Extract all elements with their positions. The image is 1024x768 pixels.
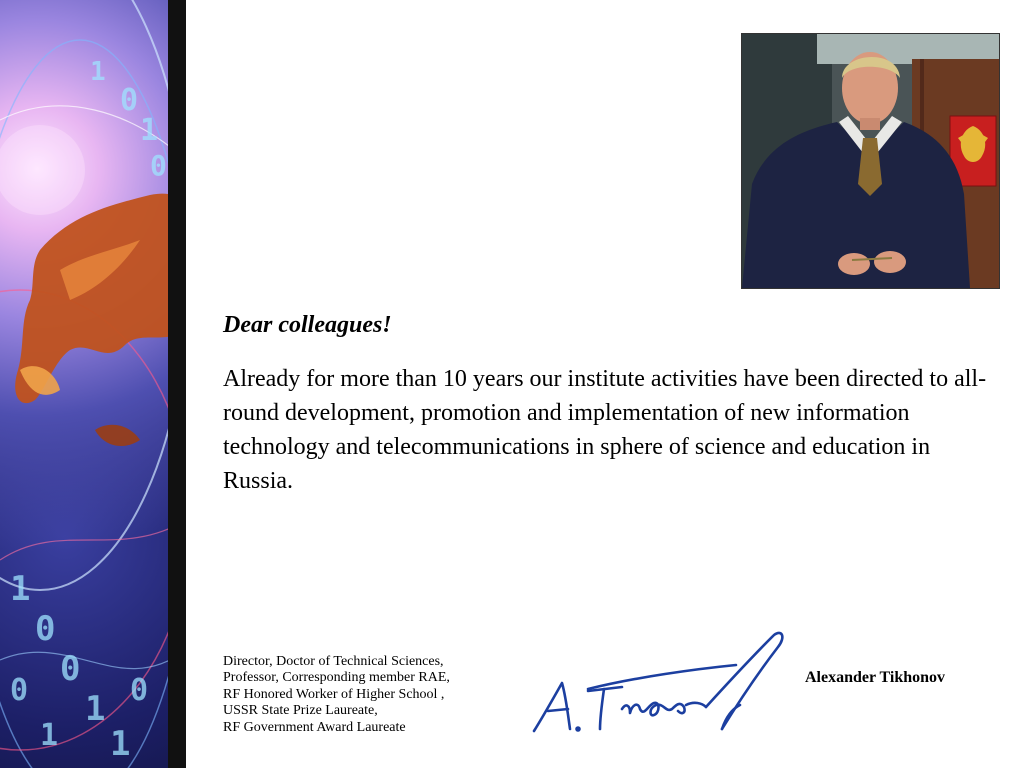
svg-text:0: 0 (150, 149, 167, 182)
svg-text:0: 0 (60, 649, 81, 689)
letter-body: Already for more than 10 years our institute activities have been directed to all-round development, promotion and implementation of new information technology and telecommunications in sphere of science and education in Russia. (223, 366, 987, 494)
svg-text:1: 1 (110, 724, 131, 764)
globe-banner-image (0, 0, 186, 768)
svg-text:0: 0 (35, 609, 56, 649)
banner-dark-edge (168, 0, 186, 768)
director-portrait-photo (741, 33, 1000, 289)
signer-name: Alexander Tikhonov (805, 669, 946, 686)
handwritten-signature (526, 625, 796, 743)
credential-line: RF Government Award Laureate (223, 719, 406, 735)
svg-text:1: 1 (10, 569, 31, 609)
svg-text:0: 0 (120, 83, 139, 118)
credential-line: Professor, Corresponding member RAE, (223, 670, 450, 686)
credential-line: Director, Doctor of Technical Sciences, (223, 654, 444, 669)
globe-graphic (0, 0, 186, 768)
credential-line: USSR State Prize Laureate, (223, 703, 378, 719)
svg-text:1: 1 (90, 57, 106, 87)
svg-text:1: 1 (85, 689, 106, 729)
svg-text:0: 0 (130, 673, 149, 708)
svg-text:0: 0 (10, 673, 29, 708)
credential-line: RF Honored Worker of Higher School , (223, 686, 445, 702)
signatory-credentials (223, 654, 450, 736)
svg-text:1: 1 (140, 113, 159, 148)
letter-greeting: Dear colleagues! (223, 312, 392, 338)
svg-text:1: 1 (40, 718, 59, 753)
